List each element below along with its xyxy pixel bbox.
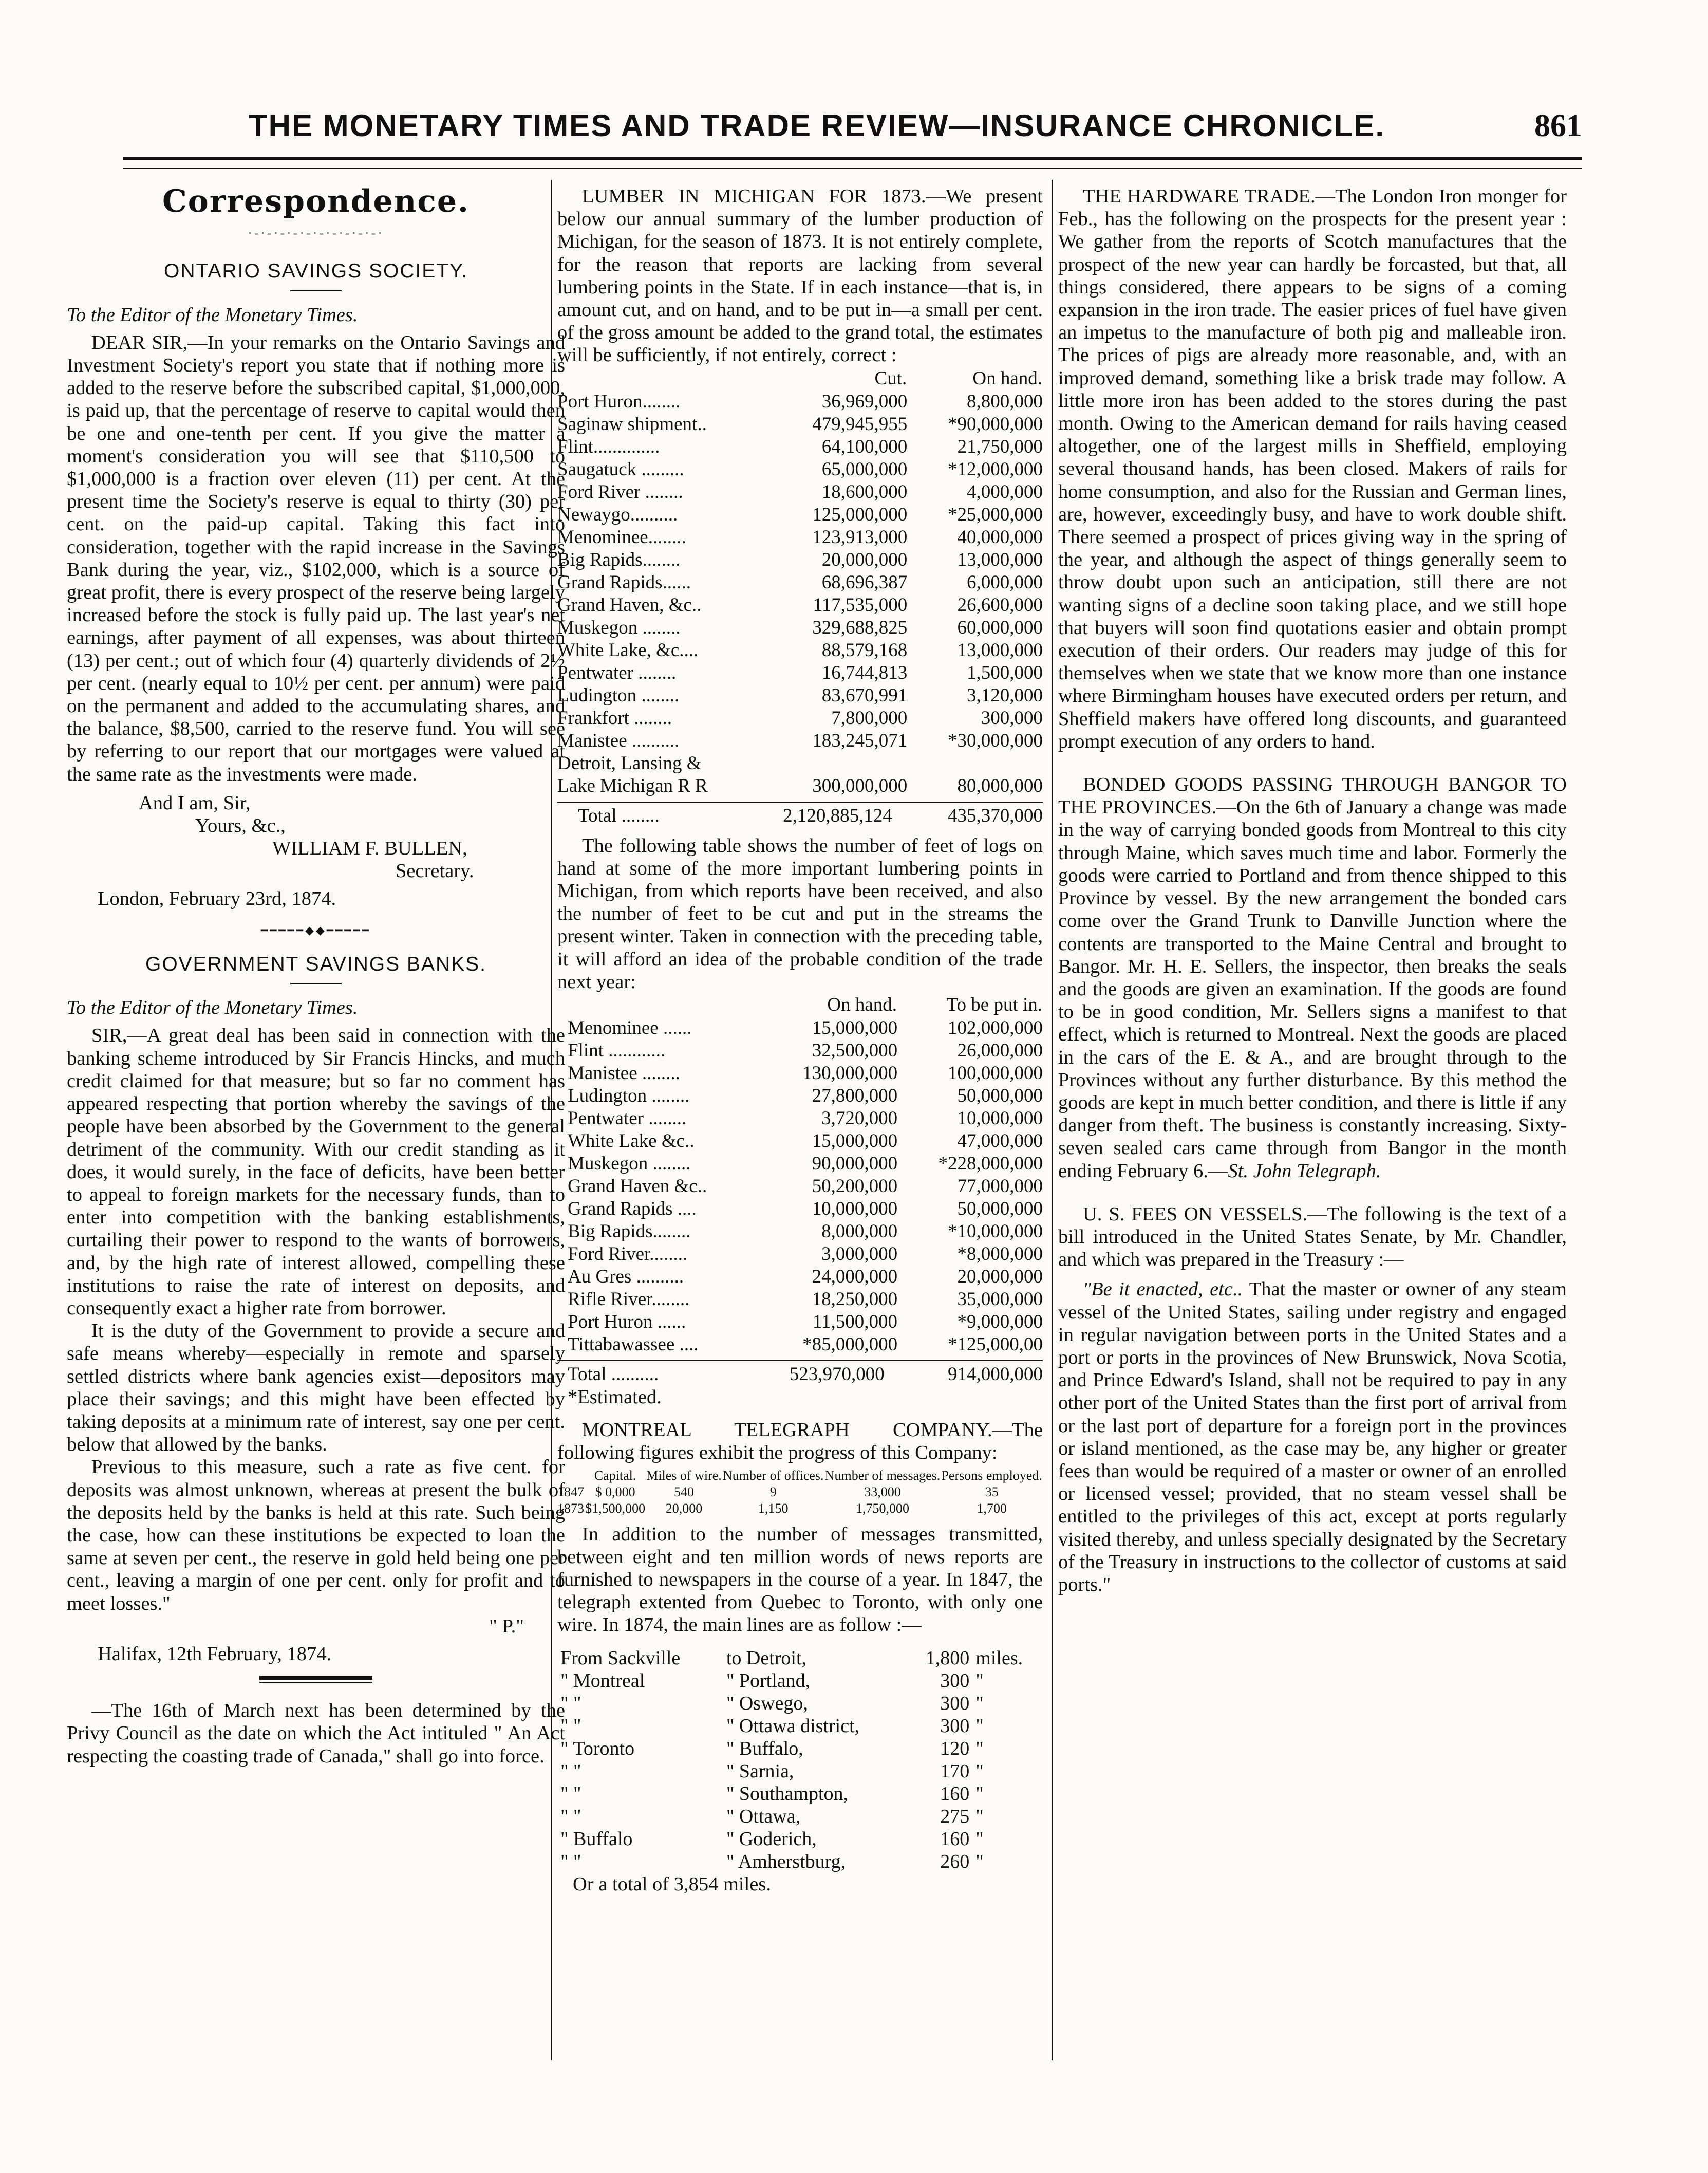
table-row [557, 1266, 1043, 1288]
table-header: To be put in. [946, 994, 1042, 1016]
route-to: " Ottawa district, [726, 1715, 860, 1737]
route-unit: miles. [975, 1647, 1023, 1669]
table-cell: 24,000,000 [812, 1266, 898, 1288]
table-header: On hand. [972, 367, 1042, 389]
table-row [557, 707, 1043, 730]
route-to: " Goderich, [726, 1828, 817, 1850]
row-label: Muskegon ........ [568, 1153, 691, 1175]
route-from: " Montreal [560, 1669, 645, 1692]
article-source: St. John Telegraph. [1228, 1160, 1381, 1182]
table-cell: 329,688,825 [812, 617, 908, 638]
route-to: " Buffalo, [726, 1737, 803, 1759]
row-label: Lake Michigan R R [557, 775, 708, 796]
route-row [557, 1828, 1043, 1850]
table-cell: 13,000,000 [957, 639, 1043, 661]
row-label: Detroit, Lansing & [557, 752, 702, 774]
row-label: Grand Haven, &c.. [557, 594, 702, 616]
row-label: Big Rapids........ [557, 549, 681, 570]
route-from: " " [560, 1715, 581, 1737]
table-cell: 68,696,387 [821, 571, 908, 593]
route-row [557, 1647, 1043, 1669]
table-cell: 26,000,000 [957, 1040, 1043, 1062]
table-row [557, 1062, 1043, 1085]
row-label: Port Huron........ [557, 391, 681, 412]
table-cell: 3,120,000 [967, 684, 1043, 706]
article-lead: THE HARDWARE TRADE. [1083, 185, 1316, 207]
route-row [557, 1669, 1043, 1692]
news-note: —The 16th of March next has been determined by the Privy Council as the date on which the Act intituled " An Act respecting the coasting trade of Canada," shall go into force. [67, 1700, 565, 1767]
table-cell: 90,000,000 [812, 1153, 898, 1175]
route-to: " Southampton, [726, 1782, 849, 1805]
table-cell: 26,600,000 [957, 594, 1043, 616]
table-row [557, 1039, 1043, 1062]
route-row [557, 1715, 1043, 1737]
column-1 [67, 185, 565, 1768]
table-cell: 47,000,000 [957, 1130, 1043, 1152]
total-cell: 435,370,000 [948, 805, 1043, 826]
table-row [557, 504, 1043, 526]
route-from: " " [560, 1692, 581, 1714]
table-row [557, 1130, 1043, 1153]
row-label: Flint ............ [568, 1040, 666, 1062]
short-rule [290, 983, 342, 984]
row-label: Ford River ........ [557, 481, 683, 503]
table-cell [907, 752, 1043, 775]
table-cell: 100,000,000 [948, 1063, 1043, 1084]
table-cell: *8,000,000 [957, 1243, 1043, 1265]
letter-paragraph: It is the duty of the Government to provide a secure and safe means whereby—especially in remote and sparsely settled districts where bank agencies exist—depositors may place their savings; and this might have been effected by taking deposits at a minimum rate of interest, say one per cent. below that allowed by the banks. [67, 1320, 565, 1456]
table-cell: 50,200,000 [812, 1176, 898, 1197]
table-header: Persons employed. [941, 1468, 1042, 1483]
routes-total: Or a total of 3,854 miles. [573, 1873, 771, 1895]
closing-line: And I am, Sir, [139, 792, 251, 814]
table-row [557, 1484, 1043, 1500]
table-cell: 8,800,000 [967, 391, 1043, 412]
table-header-row [557, 1468, 1043, 1484]
letter-salutation: To the Editor of the Monetary Times. [67, 997, 358, 1019]
table-row [557, 1288, 1043, 1311]
row-label: Ford River........ [568, 1243, 688, 1265]
letter-signoff [67, 792, 565, 910]
row-label: Frankfort ........ [557, 707, 672, 729]
route-unit: " [975, 1669, 984, 1692]
letter-paragraph: Previous to this measure, such a rate as five cent. for deposits was almost unknown, whereas at present the bulk of the deposits held by the banks is held at this rate. Such being the case, how can these institutions be expected to loan the same at seven per cent., the reserve in gold held being one per cent., leaving a margin of one per cent. only for profit and to meet losses." [67, 1456, 565, 1614]
table-cell: 540 [673, 1484, 694, 1499]
table-cell: 183,245,071 [812, 730, 908, 751]
route-miles: 300 [940, 1692, 970, 1714]
row-label: Newaygo.......... [557, 504, 678, 525]
route-row [557, 1850, 1043, 1873]
table-cell: 7,800,000 [831, 707, 908, 729]
table-cell: 18,600,000 [821, 481, 908, 503]
table-cell: 35,000,000 [957, 1289, 1043, 1310]
route-miles: 300 [940, 1715, 970, 1737]
table-cell: 479,945,955 [812, 413, 908, 435]
header-rule-thin [123, 168, 1582, 169]
table-row [557, 1175, 1043, 1198]
route-from: " Toronto [560, 1737, 635, 1759]
row-label: Manistee .......... [557, 730, 680, 751]
table-header-row [557, 993, 1043, 1017]
row-label: Pentwater ........ [568, 1108, 687, 1129]
table-cell: 4,000,000 [967, 481, 1043, 503]
logs-table-total [557, 1363, 1043, 1386]
row-label: Au Gres .......... [568, 1266, 684, 1288]
table-row [557, 639, 1043, 662]
logs-table-onhand-putin [557, 993, 1043, 1356]
table-cell: 1,700 [977, 1500, 1007, 1516]
table-cell: 1,750,000 [856, 1500, 909, 1516]
table-cell: 20,000,000 [957, 1266, 1043, 1288]
table-cell: 13,000,000 [957, 549, 1043, 570]
table-cell: $1,500,000 [585, 1500, 646, 1516]
row-label: Tittabawassee .... [568, 1334, 699, 1355]
table-cell: 36,969,000 [821, 391, 908, 412]
table-cell: 88,579,168 [821, 639, 908, 661]
article-text: —The following is the text of a bill introduced in the United States Senate, by Mr. Chandler, and which was prepared in the Treasury :— [1058, 1203, 1567, 1271]
table-header [557, 367, 772, 391]
table-cell: 27,800,000 [812, 1085, 898, 1107]
table-row [557, 481, 1043, 504]
thick-rule [259, 1676, 372, 1683]
route-to: " Sarnia, [726, 1760, 794, 1782]
route-to: " Ottawa, [726, 1805, 801, 1827]
article-text: In addition to the number of messages transmitted, between eight and ten million words of news reports are furnished to newspapers in the course of a year. In 1847, the telegraph extented from Quebec to Toronto, with only one wire. In 1874, the main lines are as follow :— [557, 1523, 1043, 1636]
lumber-table-total [557, 805, 1043, 827]
route-miles: 260 [940, 1850, 970, 1872]
total-cell: 914,000,000 [948, 1364, 1043, 1385]
article-lead: LUMBER IN MICHIGAN FOR 1873. [582, 185, 926, 207]
table-cell: 21,750,000 [957, 436, 1043, 457]
table-header: Capital. [594, 1468, 636, 1483]
route-from: " " [560, 1760, 581, 1782]
table-header: Number of offices. [722, 1468, 824, 1483]
table-row [557, 1017, 1043, 1039]
signature: WILLIAM F. BULLEN, [272, 837, 467, 859]
total-label: Total ........ [578, 805, 660, 826]
route-row [557, 1805, 1043, 1828]
table-cell: 125,000,000 [812, 504, 908, 525]
route-miles: 300 [940, 1669, 970, 1692]
total-cell: 523,970,000 [789, 1364, 885, 1385]
table-cell [772, 752, 908, 775]
row-label: Saugatuck ......... [557, 458, 684, 480]
table-cell: 50,000,000 [957, 1198, 1043, 1220]
route-unit: " [975, 1737, 984, 1759]
table-cell: 10,000,000 [812, 1198, 898, 1220]
route-miles: 275 [940, 1805, 970, 1827]
table-cell: *30,000,000 [948, 730, 1043, 751]
route-from: " " [560, 1850, 581, 1872]
page-header [123, 103, 1582, 159]
letter-heading-ontario-savings: ONTARIO SAVINGS SOCIETY. [164, 260, 468, 283]
table-cell: 32,500,000 [812, 1040, 898, 1062]
route-miles: 160 [940, 1782, 970, 1805]
table-cell: 18,250,000 [812, 1289, 898, 1310]
table-row [557, 1198, 1043, 1220]
table-cell: 64,100,000 [821, 436, 908, 457]
route-unit: " [975, 1850, 984, 1872]
row-label: White Lake, &c.... [557, 639, 699, 661]
table-cell: 83,670,991 [821, 684, 908, 706]
route-miles: 170 [940, 1760, 970, 1782]
table-row [557, 775, 1043, 797]
row-label: 1873 [557, 1500, 585, 1516]
article-text: —The London Iron monger for Feb., has the following on the prospects for the present year : We gather from the reports of Scotch manufactures that the prospect of the new year can hardly be forcasted, but that, all things considered, there appears to be signs of a coming expansion in the iron trade. The easier prices of fuel have given an impetus to the manufacture of both pig and malleable iron. The prices of pigs are already more reasonable, and, with an improved demand, something like a brisk trade may follow. A little more iron has been added to the stores during the past month. Owing to the American demand for rails having ceased altogether, one of the largest mills in Sheffield, employing several thousand hands, has been closed. Makers of rails for home consumption, and also for the Russian and German lines, are, however, exceedingly busy, and have to work double shift. There seemed a prospect of prices giving way in the spring of the year, and although the aspect of things generally seem to throw doubt upon such an anticipation, still there are not wanting signs of a decline soon taking place, and we still hope that buyers will soon find quotations easier and obtain prompt execution of their orders. Our readers may judge of this for themselves when we state that we know more than one instance where Birmingham houses have executed orders per return, and Sheffield makers have offered long discounts, and guaranteed prompt execution of any orders to hand. [1058, 185, 1567, 752]
table-header [557, 993, 765, 1017]
route-to: " Portland, [726, 1669, 811, 1692]
table-cell: 33,000 [864, 1484, 901, 1499]
table-row [557, 1085, 1043, 1107]
table-row [557, 1107, 1043, 1130]
route-unit: " [975, 1805, 984, 1827]
table-cell: *85,000,000 [802, 1334, 898, 1355]
table-row [557, 1243, 1043, 1266]
route-miles: 120 [940, 1737, 970, 1759]
article-text: The following table shows the number of feet of logs on hand at some of the more important lumbering points in Michigan, from which reports have been received, and also the number of feet to be cut and put in the streams the present winter. Taken in connection with the preceding table, it will afford an idea of the probable condition of the trade next year: [557, 834, 1043, 993]
decorative-rule: ·‐·‐·‐·‐·‐·‐·‐·‐·‐·‐· [248, 226, 384, 241]
row-label: Port Huron ...... [568, 1311, 686, 1333]
table-cell: 65,000,000 [821, 458, 908, 480]
row-label: Ludington ........ [568, 1085, 690, 1107]
table-row [557, 1500, 1043, 1517]
table-cell: 60,000,000 [957, 617, 1043, 638]
table-header: On hand. [827, 994, 897, 1016]
table-cell: 8,000,000 [821, 1221, 898, 1242]
ornament-divider: ━━━━━◆◆━━━━━ [260, 923, 371, 937]
table-header: Cut. [874, 367, 907, 389]
quote-text: That the master or owner of any steam vessel of the United States, sailing under registry and engaged in regular navigation between ports in the United States and a port or ports in the provinces of New Brunswick, Nova Scotia, and Prince Edward's Island, shall not be required to pay in any other port of the United States than the first port of arrival from or the last port of departure for a foreign port in the provinces or island mentioned, as the case may be, any higher or greater fees than would be required of a master or owner of an enrolled or licensed vessel; provided, that no steam vessel shall be entitled to the privileges of this act, except at ports regularly visited thereby, and unless specially designated by the Secretary of the Treasury in instructions to the collector of customs at said ports." [1058, 1278, 1567, 1595]
row-label: Flint.............. [557, 436, 660, 457]
table-cell: *10,000,000 [948, 1221, 1043, 1242]
row-label: Rifle River........ [568, 1289, 690, 1310]
closing-line: Yours, &c., [195, 814, 286, 837]
table-cell: 123,913,000 [812, 526, 908, 548]
row-label: Grand Rapids...... [557, 571, 691, 593]
route-to: " Oswego, [726, 1692, 808, 1714]
total-cell: 2,120,885,124 [783, 805, 892, 826]
table-header: Number of messages. [824, 1468, 941, 1483]
quote-open: "Be it enacted, etc.. [1083, 1278, 1243, 1301]
table-cell: $ 0,000 [595, 1484, 635, 1499]
article-text: —On the 6th of January a change was made in the way of carrying bonded goods from Montreal to this city through Maine, which saves much time and labor. Formerly the goods were carried to Portland and from thence shipped to this Province by vessel. By the new arrangement the bonded cars come over the Grand Trunk to Danville Junction where the contents are transported to the Maine Central and brought to Bangor. Mr. H. E. Sellers, the inspector, then breaks the seals and the goods are given an examination. If the goods are found to be in good condition, Mr. Sellers signs a manifest to that effect, which is returned to Montreal. Next the goods are placed in the cars of the E. & A., and are brought through to the Provinces without any further disturbance. By this method the goods are kept in much better condition, and there is little if any danger from theft. The business is constantly increasing. Sixty-seven sealed cars came through from Bangor in the month ending February 6.— [1058, 796, 1567, 1182]
table-cell: 3,000,000 [821, 1243, 898, 1265]
table-row [557, 436, 1043, 458]
row-label: 1847 [557, 1484, 585, 1499]
row-label: Saginaw shipment.. [557, 413, 707, 435]
letter-paragraph: SIR,—A great deal has been said in connection with the banking scheme introduced by Sir Francis Hincks, and much credit claimed for that measure; but so far no comment has appeared respecting that portion whereby the savings of the people have been absorbed by the Government to the general detriment of the community. With our credit standing as it does, it would surely, in the face of deficits, have been better to appeal to foreign markets for the necessary funds, than to enter into competition with the banking establishments, curtailing their power to respond to the wants of borrowers, and, by the high rate of interest allowed, compelling these institutions to raise the rate of interest on deposits, and consequently exact a higher rate from borrower. [67, 1025, 565, 1319]
column-divider-2 [1052, 180, 1053, 2060]
table-cell: 300,000 [981, 707, 1043, 729]
table-row [557, 549, 1043, 571]
table-cell: *12,000,000 [948, 458, 1043, 480]
row-label: Pentwater ........ [557, 662, 677, 683]
article-lead: BONDED GOODS PASSING THROUGH BANGOR TO THE PROVINCES. [1058, 774, 1567, 819]
table-cell: 11,500,000 [812, 1311, 898, 1333]
letter-body: DEAR SIR,—In your remarks on the Ontario Savings and Investment Society's report you state that if nothing more is added to the reserve before the subscribed capital, $1,000,000, is paid up, that the percentage of reserve to capital would then be one and one-tenth per cent. If you give the matter a moment's consideration you will see that $110,500 to $1,000,000 is a fraction over eleven (11) per cent. At the present time the Society's reserve is equal to thirty (30) per cent. on the paid-up capital. Taking this fact into consideration, together with the rapid increase in the Savings Bank during the year, viz., $102,000, which is a source of great profit, there is every prospect of the reserve being largely increased before the stock is fully paid up. The last year's net earnings, after payment of all expenses, was about thirteen (13) per cent.; out of which four (4) quarterly dividends of 2½ per cent. (nearly equal to 10½ per cent. per annum) were paid on the permanent and added to the accumulating shares, and the balance, $8,500, carried to the reserve fund. You will see by referring to our report that our mortgages were valued at the same rate as the investments were made. [67, 331, 565, 785]
table-row [557, 413, 1043, 436]
table-cell: 80,000,000 [957, 775, 1043, 796]
header-rule [123, 157, 1582, 160]
table-row [557, 1153, 1043, 1175]
table-row [557, 752, 1043, 775]
table-row [557, 571, 1043, 594]
row-label: Ludington ........ [557, 684, 680, 706]
table-header [557, 1468, 585, 1484]
table-cell: *125,000,00 [948, 1334, 1043, 1355]
route-unit: " [975, 1828, 984, 1850]
letter-salutation: To the Editor of the Monetary Times. [67, 304, 358, 326]
table-cell: 50,000,000 [957, 1085, 1043, 1107]
route-row [557, 1737, 1043, 1760]
table-cell: 20,000,000 [821, 549, 908, 570]
table-header: Miles of wire. [646, 1468, 722, 1483]
table-cell: 15,000,000 [812, 1130, 898, 1152]
row-label: Menominee........ [557, 526, 686, 548]
table-cell: 6,000,000 [967, 571, 1043, 593]
table-cell: 3,720,000 [821, 1108, 898, 1129]
route-from: " Buffalo [560, 1828, 633, 1850]
running-title: THE MONETARY TIMES AND TRADE REVIEW—INSURANCE CHRONICLE. [248, 108, 1385, 143]
dateline: London, February 23rd, 1874. [98, 887, 336, 909]
table-cell: *9,000,000 [957, 1311, 1043, 1333]
row-label: Big Rapids........ [568, 1221, 691, 1242]
route-from: " " [560, 1805, 581, 1827]
route-from: " " [560, 1782, 581, 1805]
section-title-correspondence: Correspondence. [162, 183, 470, 219]
total-rule [557, 1360, 1043, 1361]
table-cell: 35 [985, 1484, 999, 1499]
route-unit: " [975, 1760, 984, 1782]
route-row [557, 1692, 1043, 1715]
table-row [557, 594, 1043, 617]
table-cell: 1,150 [758, 1500, 789, 1516]
table-cell: *25,000,000 [948, 504, 1043, 525]
row-label: Menominee ...... [568, 1017, 692, 1039]
table-cell: 16,744,813 [821, 662, 908, 683]
table-cell: *90,000,000 [948, 413, 1043, 435]
table-cell: 300,000,000 [812, 775, 908, 796]
row-label: Manistee ........ [568, 1063, 680, 1084]
telegraph-table [557, 1468, 1043, 1517]
table-row [557, 617, 1043, 639]
table-row [557, 526, 1043, 549]
table-row [557, 1311, 1043, 1333]
column-2 [557, 185, 1043, 1896]
signature-title: Secretary. [396, 860, 474, 882]
table-cell: 130,000,000 [802, 1063, 898, 1084]
table-header-row [557, 367, 1043, 391]
route-to: " Amherstburg, [726, 1850, 846, 1872]
table-row [557, 391, 1043, 413]
table-cell: 10,000,000 [957, 1108, 1043, 1129]
row-label: Grand Haven &c.. [568, 1176, 707, 1197]
short-rule [290, 290, 342, 291]
lumber-table-cut-onhand [557, 367, 1043, 797]
row-label: Muskegon ........ [557, 617, 681, 638]
table-cell: 1,500,000 [967, 662, 1043, 683]
signature: " P." [489, 1615, 524, 1637]
table-cell: 9 [769, 1484, 777, 1499]
route-unit: " [975, 1782, 984, 1805]
article-lead: MONTREAL TELEGRAPH COMPANY. [582, 1419, 992, 1441]
table-cell: 77,000,000 [957, 1176, 1043, 1197]
article-text: —We present below our annual summary of the lumber production of Michigan, for the season of 1873. It is not entirely complete, for the reason that reports are lacking from several lumbering points in the State. If in each instance—that is, in amount cut, and on hand, and to be put in—a small per cent. of the gross amount be added to the grand total, the estimates will be sufficiently, if not entirely, correct : [557, 185, 1043, 366]
route-unit: " [975, 1692, 984, 1714]
table-row [557, 1333, 1043, 1356]
table-row [557, 458, 1043, 481]
route-to: to Detroit, [726, 1647, 807, 1669]
table-cell: 102,000,000 [948, 1017, 1043, 1039]
table-row [557, 1220, 1043, 1243]
letter-heading-government-savings: GOVERNMENT SAVINGS BANKS. [145, 953, 487, 976]
table-cell: 117,535,000 [813, 594, 908, 616]
total-rule [557, 802, 1043, 803]
article-lead: U. S. FEES ON VESSELS. [1083, 1203, 1307, 1225]
footnote: *Estimated. [568, 1386, 662, 1408]
table-row [557, 662, 1043, 684]
row-label: Grand Rapids .... [568, 1198, 697, 1220]
table-total-row [557, 1363, 1043, 1386]
column-3 [1058, 185, 1567, 1596]
route-miles: 160 [940, 1828, 970, 1850]
table-cell: 15,000,000 [812, 1017, 898, 1039]
article-text: —The following figures exhibit the progress of this Company: [557, 1419, 1043, 1464]
table-cell: 40,000,000 [957, 526, 1043, 548]
table-row [557, 684, 1043, 707]
route-row [557, 1782, 1043, 1805]
telegraph-routes-table [557, 1647, 1043, 1873]
table-cell: *228,000,000 [938, 1153, 1043, 1175]
route-miles: 1,800 [925, 1647, 970, 1669]
route-from: From Sackville [560, 1647, 681, 1669]
table-cell: 20,000 [665, 1500, 703, 1516]
total-label: Total .......... [568, 1364, 659, 1385]
table-row [557, 730, 1043, 752]
page-number: 861 [1534, 108, 1582, 143]
route-row [557, 1760, 1043, 1782]
dateline: Halifax, 12th February, 1874. [98, 1643, 332, 1665]
row-label: White Lake &c.. [568, 1130, 695, 1152]
route-unit: " [975, 1715, 984, 1737]
table-total-row [557, 805, 1043, 827]
